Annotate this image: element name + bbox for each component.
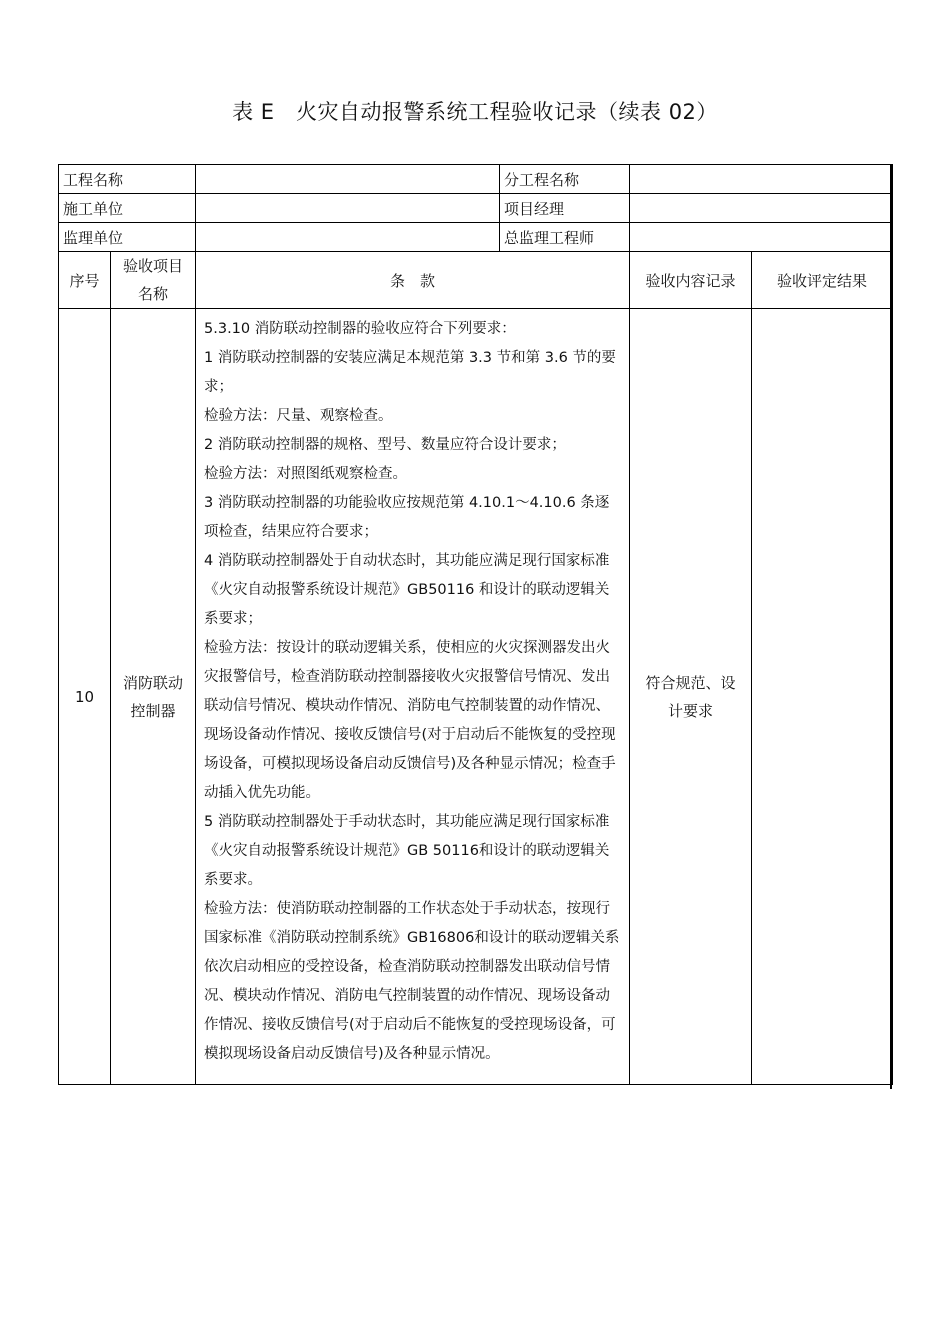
row-record[interactable]: [630, 309, 752, 1085]
clause-paragraph: 5 消防联动控制器处于手动状态时，其功能应满足现行国家标准《火灾自动报警系统设计规范》GB 50116和设计的联动逻辑关系要求。: [204, 814, 610, 888]
header-row-supervisor: [59, 223, 893, 252]
sub-project-name-field[interactable]: [630, 165, 893, 194]
col-result-header: 验收评定结果: [752, 252, 893, 309]
row-result-field[interactable]: [752, 309, 893, 1085]
row-clause-text: [196, 309, 630, 1085]
row-record-line2: 计要求: [668, 701, 714, 720]
supervisor-unit-label: 监理单位: [59, 223, 196, 252]
supervisor-unit-field[interactable]: [196, 223, 500, 252]
clause-paragraph: 检验方法：尺量、观察检查。: [204, 408, 393, 424]
contractor-field[interactable]: [196, 194, 500, 223]
column-header-row: [59, 252, 893, 309]
header-row-contractor: [59, 194, 893, 223]
clause-paragraph: 检验方法：使消防联动控制器的工作状态处于手动状态，按现行国家标准《消防联动控制系统》GB16806和设计的联动逻辑关系依次启动相应的受控设备，检查消防联动控制器发出联动信号情况、模块动作情况、消防电气控制装置的动作情况、现场设备动作情况、接收反馈信号(对于启动后不能恢复的受控现场设备，可模拟现场设备启动反馈信号)及各种显示情况。: [204, 901, 620, 1062]
clause-paragraph: 检验方法：按设计的联动逻辑关系，使相应的火灾探测器发出火灾报警信号，检查消防联动控制器接收火灾报警信号情况、发出联动信号情况、模块动作情况、消防电气控制装置的动作情况、现场设备动作情况、接收反馈信号(对于启动后不能恢复的受控现场设备，可模拟现场设备启动反馈信号)及各种显示情况；检查手动插入优先功能。: [204, 640, 616, 801]
acceptance-record-table: [58, 164, 893, 1085]
row-seq: 10: [59, 309, 111, 1085]
project-manager-field[interactable]: [630, 194, 893, 223]
col-seq-header: 序号: [59, 252, 111, 309]
col-record-header: 验收内容记录: [630, 252, 752, 309]
col-clause-header: 条 款: [196, 252, 630, 309]
project-manager-label: 项目经理: [500, 194, 630, 223]
sub-project-name-label: 分工程名称: [500, 165, 630, 194]
row-item-name-line1: 消防联动: [123, 673, 184, 692]
row-item-name-line2: 控制器: [130, 701, 176, 720]
col-item-header-line2: 名称: [138, 285, 169, 303]
col-item-header: [111, 252, 196, 309]
chief-supervisor-label: 总监理工程师: [500, 223, 630, 252]
header-row-project: [59, 165, 893, 194]
clause-paragraph: 1 消防联动控制器的安装应满足本规范第 3.3 节和第 3.6 节的要求；: [204, 350, 616, 395]
project-name-field[interactable]: [196, 165, 500, 194]
document-title: 表 E 火灾自动报警系统工程验收记录（续表 02）: [232, 100, 718, 124]
clause-paragraph: 检验方法：对照图纸观察检查。: [204, 466, 408, 482]
project-name-label: 工程名称: [59, 165, 196, 194]
table-right-border: [890, 164, 892, 1089]
table-row: [59, 309, 893, 1085]
chief-supervisor-field[interactable]: [630, 223, 893, 252]
row-item-name: [111, 309, 196, 1085]
col-item-header-line1: 验收项目: [123, 257, 184, 275]
clause-paragraph: 5.3.10 消防联动控制器的验收应符合下列要求：: [204, 321, 516, 337]
clause-paragraph: 2 消防联动控制器的规格、型号、数量应符合设计要求；: [204, 437, 566, 453]
clause-paragraph: 4 消防联动控制器处于自动状态时，其功能应满足现行国家标准《火灾自动报警系统设计规范》GB50116 和设计的联动逻辑关系要求；: [204, 553, 610, 627]
row-record-line1: 符合规范、设: [645, 673, 736, 692]
contractor-label: 施工单位: [59, 194, 196, 223]
clause-paragraph: 3 消防联动控制器的功能验收应按规范第 4.10.1～4.10.6 条逐项检查，结果应符合要求；: [204, 495, 610, 540]
